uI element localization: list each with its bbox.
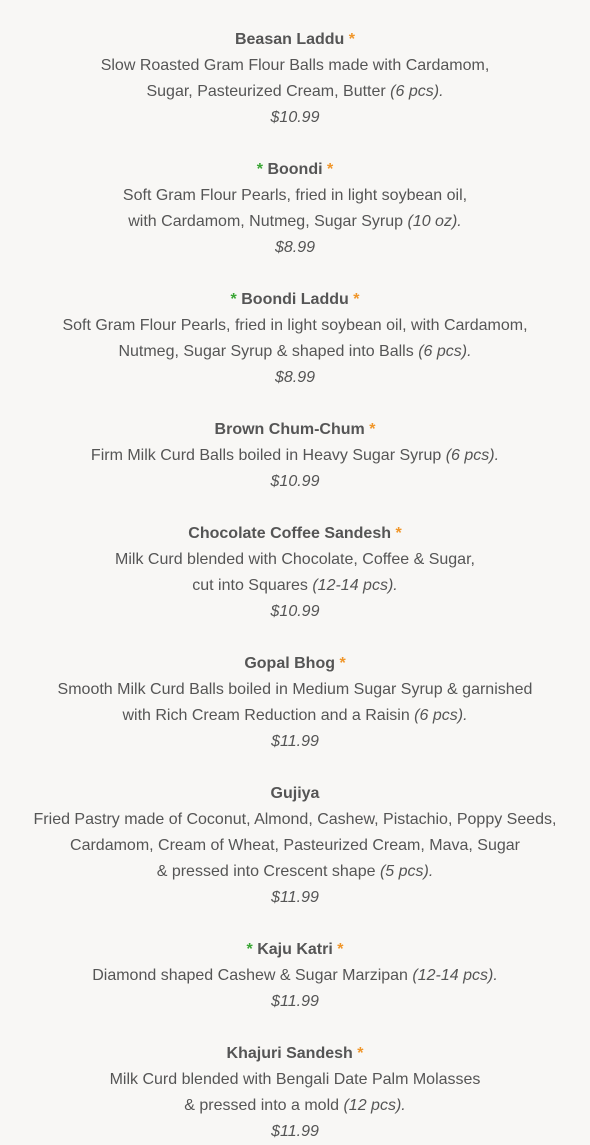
- menu-item: [0, 1041, 590, 1145]
- item-description: Slow Roasted Gram Flour Balls made with Cardamom,: [100, 57, 490, 74]
- item-description: Milk Curd blended with Bengali Date Palm Molasses: [109, 1071, 481, 1088]
- item-name: Boondi Laddu: [241, 291, 349, 308]
- item-quantity: (5 pcs).: [379, 863, 434, 880]
- menu-item: [0, 651, 590, 755]
- item-quantity: (12 pcs).: [343, 1097, 406, 1114]
- item-name: Gujiya: [270, 785, 320, 802]
- menu-item: [0, 781, 590, 911]
- gluten-free-star-icon: *: [337, 941, 344, 958]
- item-description: with Rich Cream Reduction and a Raisin: [122, 707, 410, 724]
- item-description: Firm Milk Curd Balls boiled in Heavy Sugar Syrup: [90, 447, 442, 464]
- vegan-star-icon: *: [230, 291, 237, 308]
- item-title: [0, 937, 590, 963]
- vegan-star-icon: *: [246, 941, 253, 958]
- item-name: Chocolate Coffee Sandesh: [188, 525, 391, 542]
- item-title: [0, 521, 590, 547]
- item-description: Milk Curd blended with Chocolate, Coffee & Sugar,: [115, 551, 475, 568]
- item-description-line: [0, 79, 590, 105]
- item-name: Khajuri Sandesh: [226, 1045, 353, 1062]
- item-description: cut into Squares: [192, 577, 308, 594]
- item-title: [0, 287, 590, 313]
- item-description: Soft Gram Flour Pearls, fried in light soybean oil,: [122, 187, 468, 204]
- item-price: $11.99: [271, 993, 319, 1010]
- vegan-star-icon: *: [256, 161, 263, 178]
- item-quantity: (6 pcs).: [414, 707, 468, 724]
- item-description: Soft Gram Flour Pearls, fried in light soybean oil, with Cardamom,: [62, 317, 528, 334]
- menu-item: [0, 157, 590, 261]
- item-description: Sugar, Pasteurized Cream, Butter: [146, 83, 386, 100]
- item-price: $10.99: [270, 603, 320, 620]
- gluten-free-star-icon: *: [353, 291, 360, 308]
- item-description: Cardamom, Cream of Wheat, Pasteurized Cream, Mava, Sugar: [70, 837, 520, 854]
- item-price: $11.99: [271, 733, 319, 750]
- item-description-line: [0, 833, 590, 859]
- item-description-line: [0, 547, 590, 573]
- item-price: $10.99: [270, 109, 320, 126]
- item-description-line: [0, 677, 590, 703]
- item-title: [0, 27, 590, 53]
- item-price: $8.99: [274, 239, 316, 256]
- menu-item: [0, 27, 590, 131]
- item-description-line: [0, 807, 590, 833]
- item-description-line: [0, 209, 590, 235]
- item-description-line: [0, 573, 590, 599]
- item-description-line: [0, 183, 590, 209]
- gluten-free-star-icon: *: [339, 655, 346, 672]
- item-title: [0, 157, 590, 183]
- gluten-free-star-icon: *: [369, 421, 376, 438]
- item-description: with Cardamom, Nutmeg, Sugar Syrup: [128, 213, 404, 230]
- item-description-line: [0, 443, 590, 469]
- item-description-line: [0, 313, 590, 339]
- item-description-line: [0, 1093, 590, 1119]
- menu-item: [0, 937, 590, 1015]
- gluten-free-star-icon: *: [357, 1045, 364, 1062]
- menu-item: [0, 521, 590, 625]
- item-description-line: [0, 963, 590, 989]
- item-description-line: [0, 53, 590, 79]
- item-quantity: (6 pcs).: [445, 447, 500, 464]
- item-name: Boondi: [267, 161, 323, 178]
- item-title: [0, 1041, 590, 1067]
- item-name: Brown Chum-Chum: [214, 421, 365, 438]
- item-description-line: [0, 859, 590, 885]
- item-description: & pressed into Crescent shape: [156, 863, 376, 880]
- item-description-line: [0, 339, 590, 365]
- item-title: [0, 417, 590, 443]
- item-title: [0, 781, 590, 807]
- item-name: Kaju Katri: [257, 941, 333, 958]
- gluten-free-star-icon: *: [348, 31, 356, 48]
- gluten-free-star-icon: *: [395, 525, 402, 542]
- item-name: Beasan Laddu: [234, 31, 345, 48]
- item-description: Smooth Milk Curd Balls boiled in Medium Sugar Syrup & garnished: [57, 681, 533, 698]
- menu-item: [0, 417, 590, 495]
- item-description-line: [0, 703, 590, 729]
- item-price: $10.99: [270, 473, 320, 490]
- item-price: $11.99: [271, 1123, 319, 1140]
- gluten-free-star-icon: *: [327, 161, 334, 178]
- item-quantity: (12-14 pcs).: [412, 967, 498, 984]
- item-quantity: (6 pcs).: [390, 83, 444, 100]
- item-quantity: (12-14 pcs).: [312, 577, 398, 594]
- item-quantity: (10 oz).: [407, 213, 462, 230]
- item-title: [0, 651, 590, 677]
- item-description: Nutmeg, Sugar Syrup & shaped into Balls: [118, 343, 414, 360]
- item-quantity: (6 pcs).: [418, 343, 472, 360]
- item-name: Gopal Bhog: [244, 655, 335, 672]
- item-description: Fried Pastry made of Coconut, Almond, Cashew, Pistachio, Poppy Seeds,: [33, 811, 557, 828]
- item-price: $8.99: [274, 369, 316, 386]
- item-price: $11.99: [271, 889, 319, 906]
- item-description: Diamond shaped Cashew & Sugar Marzipan: [92, 967, 408, 984]
- menu-item: [0, 287, 590, 391]
- item-description: & pressed into a mold: [184, 1097, 340, 1114]
- item-description-line: [0, 1067, 590, 1093]
